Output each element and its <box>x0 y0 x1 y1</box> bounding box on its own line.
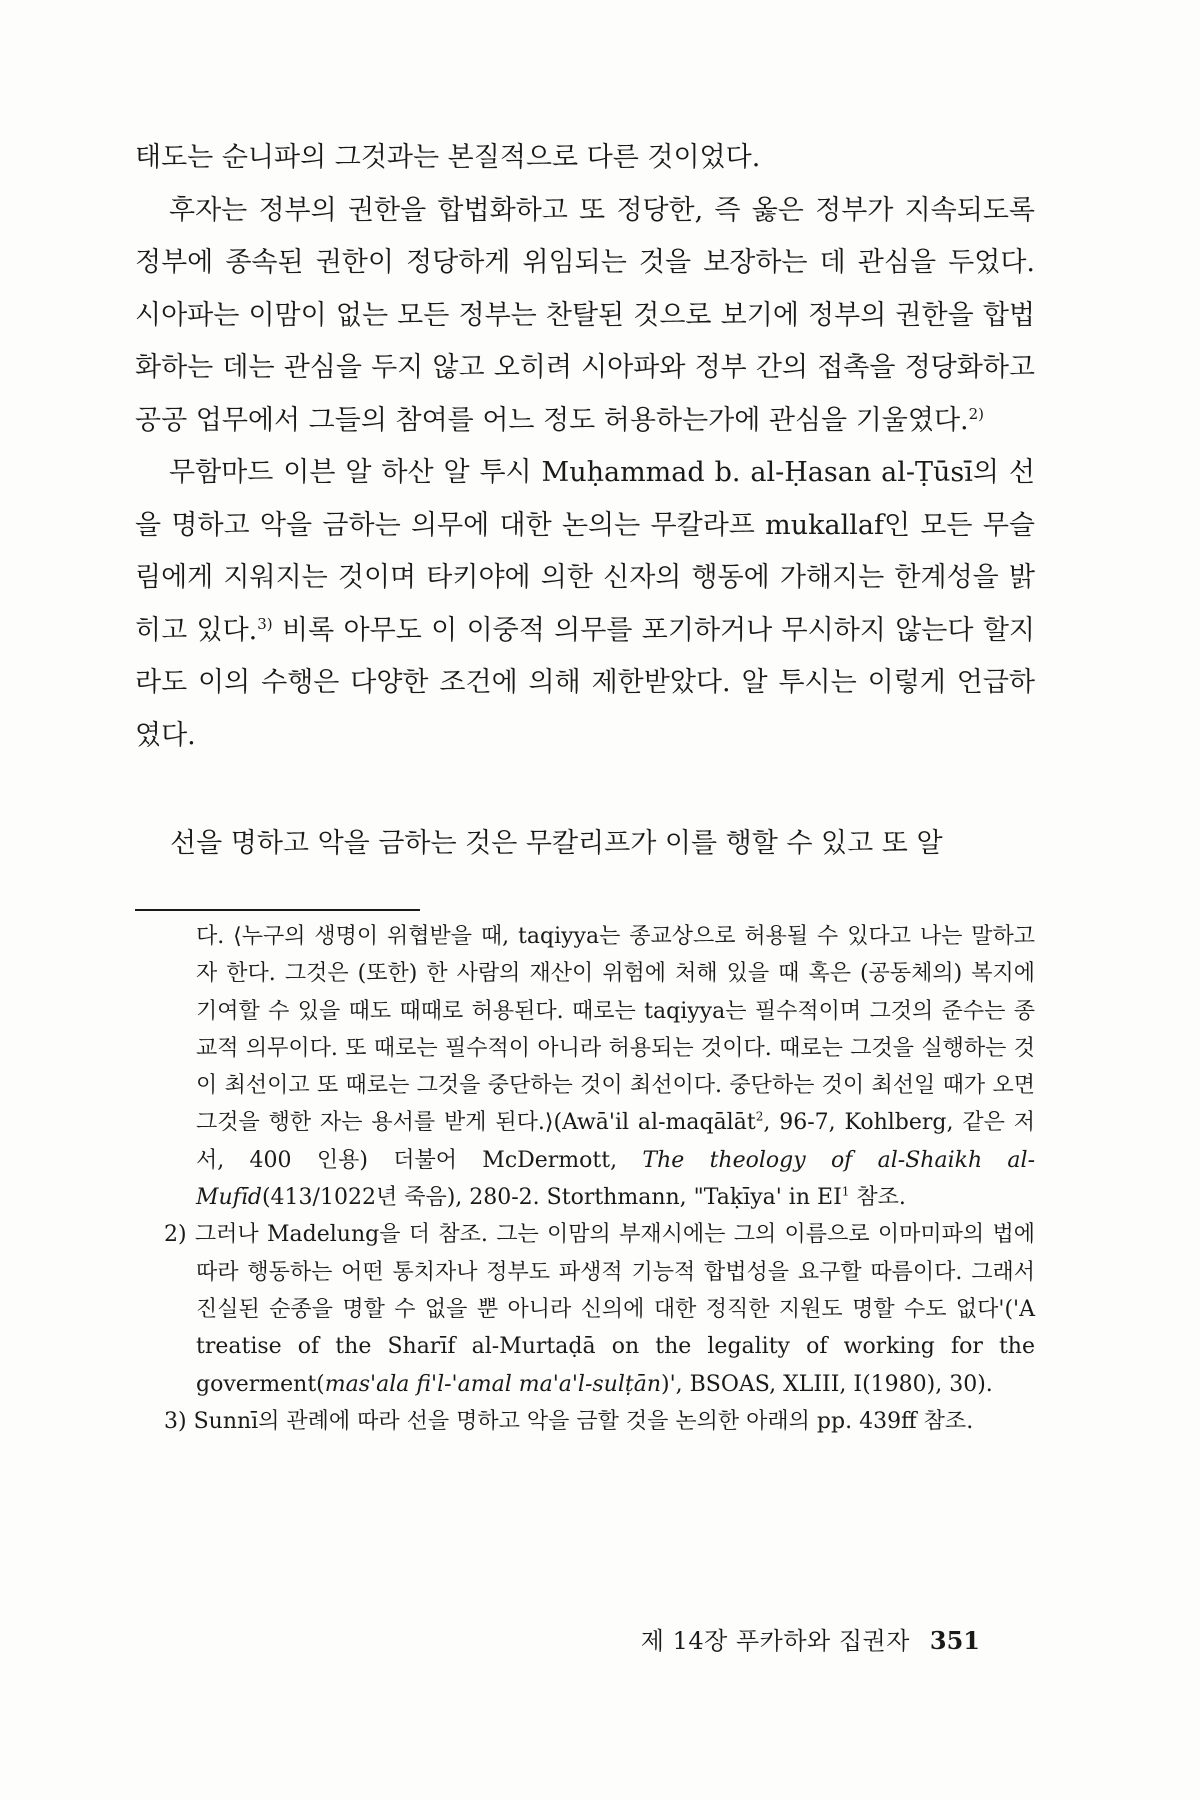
footnote-3-text: 3) Sunnī의 관례에 따라 선을 명하고 악을 금할 것을 논의한 아래의 pp. 439ff 참조. <box>164 1408 974 1434</box>
footnote-edition-sup: 2 <box>755 1110 764 1125</box>
paragraph-3-text-b: 비록 아무도 이 이중적 의무를 포기하거나 무시하지 않는다 할지라도 이의 수행은 다양한 조건에 의해 제한받았다. 알 투시는 이렇게 언급하였다. <box>135 614 1035 751</box>
footnote-2 <box>135 1216 1035 1402</box>
paragraph-3 <box>135 447 1035 762</box>
footnote-2-text-a: 2) 그러나 Madelung을 더 참조. 그는 이맘의 부재시에는 그의 이름으로 이마미파의 법에 따라 행동하는 어떤 통치자나 정부도 파생적 기능적 합법성을 요구할 따름이다. 그래서 진실된 순종을 명할 수 없을 뿐 아니라 신의에 대한 정직한 지원도 명할 수도 없다'('A treatise of the Sharīf al-Murtaḍā on the legality of working for the goverment( <box>164 1222 1035 1397</box>
paragraph-3-text-a: 무함마드 이븐 알 하산 알 투시 Muḥammad b. al-Ḥasan al-Ṭūsī의 선을 명하고 악을 금하는 의무에 대한 논의는 무칼라프 mukallaf인 모든 무슬림에게 지워지는 것이며 타키야에 의한 신자의 행동에 가해지는 한계성을 밝히고 있다. <box>135 457 1035 646</box>
block-quote-text: 선을 명하고 악을 금하는 것은 무칼리프가 이를 행할 수 있고 또 알 <box>170 828 943 859</box>
page-footer <box>641 1621 980 1656</box>
paragraph-1-text: 태도는 순니파의 그것과는 본질적으로 다른 것이었다. <box>135 142 761 173</box>
main-text <box>135 132 1035 762</box>
paragraph-2 <box>135 185 1035 448</box>
footnote-continuation-text-c: (413/1022년 죽음), 280-2. Storthmann, "Taḳīya' in EI <box>261 1185 842 1211</box>
running-footer-chapter: 제 14장 푸카하와 집권자 <box>640 1627 910 1655</box>
footnote-continuation-text-b: , 96-7, Kohlberg, 같은 저서, 400 인용) 더불어 McDermott, <box>196 1110 1035 1173</box>
footnote-2-text-b: )', BSOAS, XLIII, I(1980), 30). <box>661 1371 993 1397</box>
paragraph-1 <box>135 132 1035 185</box>
footnote-book-title: The theology of al-Shaikh al-Mufīd <box>196 1147 1035 1211</box>
footnote-ref-3[interactable]: 3) <box>257 614 273 633</box>
footnote-divider <box>135 909 420 911</box>
block-quote <box>170 818 1035 870</box>
footnotes <box>135 918 1035 1440</box>
paragraph-2-text: 후자는 정부의 권한을 합법화하고 또 정당한, 즉 옳은 정부가 지속되도록 정부에 종속된 권한이 정당하게 위임되는 것을 보장하는 데 관심을 두었다. 시아파는 이맘이 없는 모든 정부는 찬탈된 것으로 보기에 정부의 권한을 합법화하는 데는 관심을 두지 않고 오히려 시아파와 정부 간의 접촉을 정당화하고 공공 업무에서 그들의 참여를 어느 정도 허용하는가에 관심을 기울였다. <box>135 194 1035 436</box>
footnote-2-italic: mas'ala fi'l-'amal ma'a'l-sulṭān <box>324 1371 662 1397</box>
footnote-edition-sup-2: 1 <box>841 1184 850 1199</box>
page-number: 351 <box>929 1626 980 1655</box>
footnote-continuation-text-a: 다. ⟨누구의 생명이 위협받을 때, taqiyya는 종교상으로 허용될 수 있다고 나는 말하고자 한다. 그것은 (또한) 한 사람의 재산이 위험에 처해 있을 때 혹은 (공동체의) 복지에 기여할 수 있을 때도 때때로 허용된다. 때로는 taqiyya는 필수적이며 그것의 준수는 종교적 의무이다. 또 때로는 필수적이 아니라 허용되는 것이다. 때로는 그것을 실행하는 것이 최선이고 또 때로는 그것을 중단하는 것이 최선이다. 중단하는 것이 최선일 때가 오면 그것을 행한 자는 용서를 받게 된다.⟩(Awā'il al-maqālāt <box>196 924 1035 1136</box>
footnote-3 <box>135 1403 1035 1440</box>
footnote-continuation <box>135 918 1035 1216</box>
footnote-continuation-text-d: 참조. <box>849 1185 906 1211</box>
footnote-ref-2[interactable]: 2) <box>968 404 985 423</box>
